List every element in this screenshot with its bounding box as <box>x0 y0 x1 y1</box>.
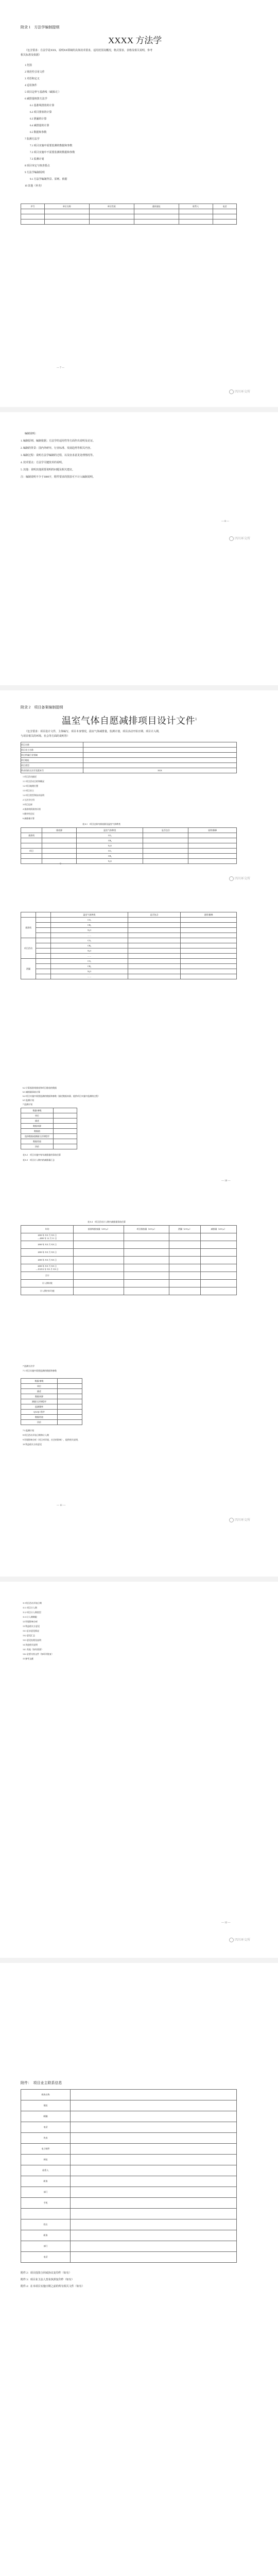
outline-item: 6.5 数据和参数 <box>30 131 47 134</box>
section-item: 6 减排量计算 <box>23 817 34 820</box>
table-row: 职务 <box>21 2176 237 2187</box>
section-item: 8 项目活动开始日期和计入期 <box>23 1434 49 1436</box>
table-row: 选择数据或测量方法和程序 <box>21 1134 77 1139</box>
table-row: 数据值 <box>21 1129 77 1134</box>
watermark: 四川环交所 <box>229 1937 250 1942</box>
table-row: N₂O <box>21 948 237 954</box>
section-item: 14.2 必要支持文件（如环评批复） <box>23 1653 54 1655</box>
watermark-icon <box>229 536 234 541</box>
page-number: — 10 — <box>221 1180 231 1182</box>
section-item: 4 基准线情景的识别 <box>23 808 41 810</box>
document-title: 温室气体自愿减排项目设计文件$^1$ <box>62 716 197 726</box>
section-item: 5 额外性论证 <box>23 812 34 815</box>
outline-item: 7.2 项目实施中不需要监测的数据和参数 <box>30 151 75 154</box>
table-row: CH₄ <box>21 923 237 928</box>
table-row: 姓名 <box>21 2219 237 2230</box>
table-row: 联系人 <box>21 2165 237 2176</box>
attachment-label: 附件： 项目业主联系信息 <box>21 2081 62 2085</box>
outline-item: 4 适用条件 <box>25 84 37 87</box>
table-row: 测量方法和程序 <box>21 1399 82 1404</box>
section-item: 3 项目边界 <box>23 803 32 806</box>
watermark-icon <box>229 1938 234 1942</box>
note-line: 表 6.3 项目计入期内的减排量汇总 <box>23 1159 55 1161</box>
outline-item: 6 减排量核算方法学 <box>25 98 47 100</box>
outline-item: 8 项目审定与核查要点 <box>25 165 50 167</box>
note-line: 3. 编制过程：说明方法学编制的过程，以及征求意见处理情况等。 <box>21 454 96 457</box>
table-row: 手机 <box>21 2198 237 2209</box>
note-line: 注：编制说明不少于3000字，附件要求的图表可不计入编制说明。 <box>21 476 96 479</box>
table-header: 说明/解释 <box>181 912 237 918</box>
section-item: 2 方法学应用 <box>23 799 34 801</box>
outline-item: 5 项目边界与基准线（碳源/汇） <box>25 91 61 94</box>
section-item: 12 环境影响分析 <box>23 1620 38 1623</box>
page-4 <box>0 891 278 1200</box>
table-row: N₂O <box>21 859 237 864</box>
page-gap <box>0 1577 278 1582</box>
page-7 <box>0 1963 278 2576</box>
page-number: — 11 — <box>57 1504 66 1507</box>
table-row: 2000 年 XX 月 XX 日 —2000 年 12 月 31 日 <box>21 1233 237 1241</box>
document-title: XXXX 方法学 <box>108 36 162 45</box>
page-6 <box>0 1582 278 1958</box>
table-row: N₂O <box>21 843 237 849</box>
table-row: 项目类型 <box>21 763 237 768</box>
table-row: 职务 <box>21 2230 237 2241</box>
table-row: 评价 <box>21 1144 77 1149</box>
table-header: 温室气体种类 <box>51 912 128 918</box>
page-gap <box>0 407 278 412</box>
outline-item: 10 其他（补充） <box>25 185 44 188</box>
table-row <box>21 209 237 214</box>
page-number: — 9 — <box>57 863 64 866</box>
table-row: 机构名称 <box>21 2090 237 2100</box>
table-header: 泄漏（tCO₂e） <box>169 1226 200 1233</box>
table-header: 基准线排放量（tCO₂e） <box>74 1226 124 1233</box>
table-row: 单位 <box>21 1113 77 1118</box>
outline-item: 6.2 项目排放的计算 <box>30 111 52 114</box>
section-item: 11 项目活动开始日期 <box>23 1602 42 1604</box>
note-line: 1. 编制原则、编制依据；方法学的适用性等方面作出说明及论证。 <box>21 440 96 443</box>
page-number: — 12 — <box>221 1922 231 1924</box>
table-row: 泄漏 CO₂ <box>21 959 237 964</box>
note-line: 2. 编制的背景：国内外研究、行业标准、发展趋势等相关内容。 <box>21 447 93 450</box>
page-1 <box>0 0 278 407</box>
project-info-table <box>21 742 237 773</box>
section-item: 7 监测计划 <box>23 1103 32 1106</box>
table-row <box>21 2209 237 2219</box>
table-row: 合计 <box>21 1272 237 1280</box>
outline-item: 6.1 基准线排放的计算 <box>30 105 55 107</box>
section-item: 14.1 其他（如有需要） <box>23 1648 43 1651</box>
section-item: 11.1 项目计入期 <box>23 1606 37 1609</box>
table-row: 传真 <box>21 2133 237 2144</box>
page-number: — 8 — <box>221 520 229 523</box>
table-header: 联系人 <box>179 204 213 209</box>
table-row: 项目活动 CO₂ <box>21 938 237 943</box>
table-header: 年份 <box>21 1226 74 1233</box>
table-header <box>21 912 36 918</box>
watermark: 四川环交所 <box>229 389 250 394</box>
table-row: 项目 CO₂ <box>21 849 237 854</box>
table-row <box>21 214 237 219</box>
attachment-label: 附录 2 项目备案编制提纲 <box>21 705 63 709</box>
table-row: 数据用途 <box>21 1139 77 1144</box>
table-row: QA/QC 程序 <box>21 1410 82 1415</box>
table-row: 部门 <box>21 2187 237 2198</box>
section-item: 14 其他相关说明 <box>23 1643 38 1646</box>
watermark: 四川环交所 <box>229 536 250 541</box>
table-row: N₂O <box>21 969 237 974</box>
note-line: 表 6.2 项目实施中每年减排量的事前估算 <box>23 1154 61 1156</box>
section-item: 7.1 项目实施中需要监测的数据和参数 <box>23 1369 57 1372</box>
table-row: 邮编 <box>21 2111 237 2122</box>
table-row: 计入期年数 <box>21 1280 237 1287</box>
section-item: 15 参考文献 <box>23 1657 33 1660</box>
watermark-icon <box>229 1518 234 1522</box>
table-row: 电话 <box>21 2252 237 2263</box>
table-row: 数据来源 <box>21 1124 77 1129</box>
section-item: 10 利益相关方的意见 <box>23 1443 42 1446</box>
note-line: 4. 技术要点：方法学关键技术的说明。 <box>21 462 65 464</box>
section-item: 1.3 项目业主 <box>23 789 34 792</box>
table-row: 数据/参数 <box>21 1108 77 1113</box>
table-row: 部门 <box>21 2241 237 2252</box>
page-gap <box>0 1958 278 1963</box>
table-row: 2000 年 XX 月 XX 日 —XXXX 年 XX 月 XX 日 <box>21 1264 237 1272</box>
table-row: …… <box>21 974 237 979</box>
section-item: 1 项目活动描述 <box>23 775 37 778</box>
table-row: 监测频率 <box>21 1404 82 1410</box>
table-header: 单位名称 <box>44 204 89 209</box>
table-row: N₂O <box>21 928 237 933</box>
table-header: 减排量（tCO₂e） <box>200 1226 236 1233</box>
section-item: 1.4 项目类型和技术说明 <box>23 794 44 796</box>
table-caption: 表 6.4 项目活动计入期内减排量事前估算 <box>88 1221 126 1223</box>
table-header: 通讯地址 <box>134 204 179 209</box>
page-gap <box>0 685 278 690</box>
intro-line: 与项目相关的环境、社会等方面的说明等） <box>21 735 70 738</box>
table-row: 地址 <box>21 2100 237 2111</box>
table-row: 2000 年 XX 月 XX 日 <box>21 1241 237 1249</box>
intro-line: （包含要求：方法学是XXX，说明XX领域的具体技术要求，适用范围及概况，格式要求，表格及相关说明，参考 <box>25 49 153 52</box>
table-header: 项目排放量（tCO₂e） <box>124 1226 169 1233</box>
page-5 <box>0 1211 278 1571</box>
table-row: 2000 年 XX 月 XX 日 <box>21 1257 237 1264</box>
table-row: CH₄ <box>21 854 237 859</box>
table-row: 所采用的方法学及版本号 XXX <box>21 768 237 773</box>
table-row: …… <box>21 954 237 959</box>
watermark: 四川环交所 <box>229 1517 250 1522</box>
table-row: 计入期内年均值 <box>21 1287 237 1295</box>
section-item: 1.1 项目活动目的和概况 <box>23 780 44 783</box>
note-line: 编制说明： <box>25 433 38 435</box>
section-item: 6.5 监测计划 <box>23 1099 34 1101</box>
table-row: 描述 <box>21 1118 77 1124</box>
watermark: 四川环交所 <box>229 876 250 881</box>
intro-line: （包含要求：项目设计文件，主体编写，项目本身情况，温室气体减排量，监测计划，项目活动开始日期、项目计入期， <box>25 731 162 733</box>
table-row: 2000 年 XX 月 XX 日 <box>21 1249 237 1257</box>
footnote-line: 附件 3：项目业主法人营业执照复印件（如有） <box>21 2279 74 2281</box>
table-row: 数据来源 <box>21 1394 82 1399</box>
monitoring-parameter-table <box>21 1378 82 1425</box>
intro-line: 相关标准及依据） <box>21 54 42 57</box>
attachment-label: 附录 1 方法学编制提纲 <box>21 25 60 29</box>
section-item: 11.2 项目计入期类型 <box>23 1611 41 1614</box>
unit-table <box>21 204 237 225</box>
section-item: 11.3 计入期期限 <box>23 1616 37 1618</box>
section-item: 13.1 征求意见情况 <box>23 1630 39 1632</box>
table-header: 序号 <box>21 204 45 209</box>
table-row: 单位 <box>21 1384 82 1389</box>
table-row <box>21 219 237 225</box>
table-header: 是否包含 <box>128 912 181 918</box>
section-item: 6.4 项目实施中需要监测的数据和参数（描述数据来源，提供项目实施中监测的过程） <box>23 1095 100 1097</box>
section-item: 6.2 计算基准线排放和项目排放的数据 <box>23 1087 57 1089</box>
note-line: 5. 其他：说明其他需要说明的问题及相关建议。 <box>21 469 75 471</box>
parameter-table <box>21 1108 77 1149</box>
section-item: 13 利益相关方意见 <box>23 1625 40 1628</box>
boundary-table <box>21 912 237 979</box>
table-row: …… <box>21 933 237 938</box>
reduction-estimate-table <box>21 1225 237 1295</box>
watermark-icon <box>229 876 234 881</box>
footnote-line: 附件 2：项目投资合同或协议复印件（如有） <box>21 2272 72 2275</box>
outline-item: 7.1 项目实施中需要监测的数据和参数 <box>30 145 73 147</box>
section-item: 13.3 意见处理及说明 <box>23 1639 41 1641</box>
table-row: CH₄ <box>21 943 237 948</box>
table-row: 项目名称 <box>21 742 237 748</box>
emission-source-table: 排放源 温室气体种类 是否包含 说明/解释 基准线 CO₂ CH₄ N₂O 项目 CO₂ CH₄ N₂O <box>21 827 237 864</box>
table-row: 数据用途 <box>21 1415 82 1420</box>
table-row: 电话 <box>21 2122 237 2133</box>
section-item: 7.3 监测计划 <box>23 1429 34 1432</box>
outline-item: 3 术语和定义 <box>25 78 40 80</box>
table-header: 单位性质 <box>89 204 134 209</box>
outline-item: 6.4 减排量的计算 <box>30 125 49 127</box>
outline-item: 9 方法学编制说明 <box>25 172 45 174</box>
outline-item: 6.3 泄漏的计算 <box>30 118 47 121</box>
table-row: 项目所属行业领域 <box>21 753 237 758</box>
table-caption: 表 6.1 项目边界内排放源及温室气体种类 <box>82 823 120 825</box>
outline-item: 7.3 监测计划 <box>30 158 44 161</box>
table-row: 评价 <box>21 1420 82 1425</box>
table-header <box>36 912 51 918</box>
outline-item: 2 规范性引用文件 <box>25 71 45 74</box>
table-row: CH₄ <box>21 838 237 843</box>
watermark-icon <box>229 389 234 394</box>
page-number: — 7 — <box>57 367 64 369</box>
section-item: 7 监测方法学 <box>23 1365 34 1367</box>
footnote-line: 附件 4：在本项目实施日期之前的所有相关文件（如有） <box>21 2285 84 2288</box>
table-row: 项目业主名称 <box>21 748 237 753</box>
outline-item: 1 范围 <box>25 64 32 67</box>
table-row: 基准线 CO₂ <box>21 918 237 923</box>
outline-item: 9.1 方法学编制背景、原则、依据 <box>30 178 67 181</box>
table-header: 电话 <box>213 204 236 209</box>
section-item: 13.2 意见汇总 <box>23 1634 35 1637</box>
outline-item: 7 监测方法学 <box>25 138 40 141</box>
table-row: 基准线 CO₂ <box>21 833 237 838</box>
contact-table <box>21 2089 237 2263</box>
table-row: CH₄ <box>21 964 237 969</box>
section-item: 9 环境影响分析（项目对环境、社会的影响），提供相关说明， <box>23 1438 80 1441</box>
table-row: 项目地址 <box>21 758 237 763</box>
table-row: 数据/参数 <box>21 1379 82 1384</box>
section-item: 1.2 项目地理位置 <box>23 785 38 787</box>
table-row: 网址 <box>21 2155 237 2165</box>
section-item: 6.3 减排量事前计算 <box>23 1091 40 1093</box>
table-row: 电子邮件 <box>21 2144 237 2155</box>
table-row: 描述 <box>21 1389 82 1394</box>
